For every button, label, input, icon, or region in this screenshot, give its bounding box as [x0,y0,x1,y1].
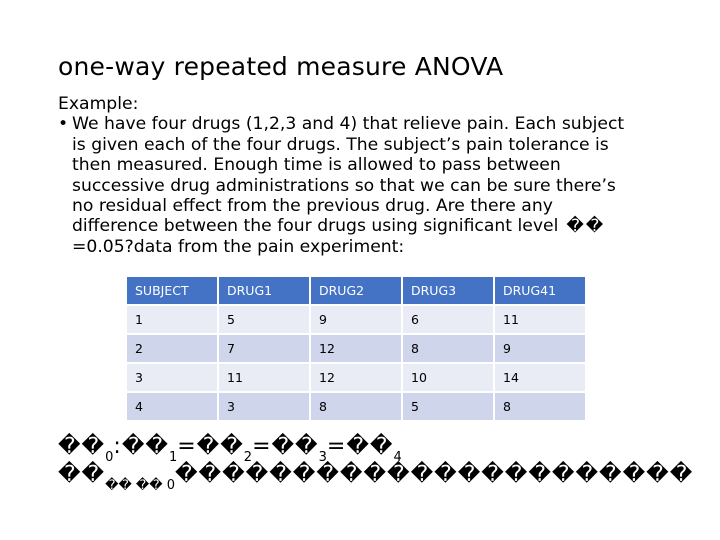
math-glyph: ���������������������� [174,462,694,487]
table-cell: 12 [311,364,403,393]
subscript: 2 [243,450,253,465]
table-cell: 7 [219,335,311,364]
subscript: 3 [318,450,327,465]
table-cell: 10 [403,364,495,393]
table-cell: 2 [127,335,219,364]
alternative-hypothesis [58,462,694,493]
table-cell: 3 [127,364,219,393]
slide-title: one-way repeated measure ANOVA [58,52,504,81]
bullet-text [72,114,624,257]
subscript: 4 [393,450,402,465]
bullet-line: We have four drugs (1,2,3 and 4) that relieve pain. Each subject [72,114,625,135]
table-cell: 14 [495,364,587,393]
table-cell: 3 [219,393,311,422]
table-cell: 11 [219,364,311,393]
table-row [127,364,587,393]
table-cell: 12 [311,335,403,364]
table-header-cell: SUBJECT [127,277,219,306]
example-label: Example: [58,94,139,114]
math-glyph: =�� [326,434,394,459]
table-cell: 1 [127,306,219,335]
slide-body [58,94,698,257]
math-glyph: �� [58,434,106,459]
table-header-cell: DRUG41 [495,277,587,306]
subscript: 0 [105,450,114,465]
bullet-line: successive drug administrations so that we can be sure there’s [72,175,616,196]
bullet-line: difference between the four drugs using significant level [72,216,559,237]
subscript: 1 [168,450,178,465]
table-header-row [127,277,587,306]
bullet-line: no residual effect from the previous drug. Are there any [72,196,553,217]
table-cell: 8 [495,393,587,422]
null-hypothesis [58,434,402,465]
table-header-cell: DRUG3 [403,277,495,306]
table-cell: 9 [311,306,403,335]
math-glyph: =�� [252,434,319,459]
table-cell: 4 [127,393,219,422]
bullet-line: =0.05?data from the pain experiment: [72,236,405,257]
table-cell: 5 [403,393,495,422]
math-glyph: =�� [177,434,244,459]
bullet-line: then measured. Enough time is allowed to pass between [72,155,561,176]
significance-line [72,216,624,236]
table-row [127,306,587,335]
bullet-line: is given each of the four drugs. The subject’s pain tolerance is [72,134,609,155]
table-header-cell: DRUG2 [311,277,403,306]
table-cell: 11 [495,306,587,335]
table-cell: 8 [311,393,403,422]
table-row [127,335,587,364]
table-row [127,393,587,422]
math-glyph: :�� [113,434,169,459]
table-cell: 8 [403,335,495,364]
bullet-marker: • [58,114,69,135]
alpha-symbol: �� [566,216,606,237]
table-header-cell: DRUG1 [219,277,311,306]
subscript: �� �� 0 [105,478,175,493]
table-cell: 5 [219,306,311,335]
bullet-item [58,114,698,257]
pain-data-table [127,277,587,422]
table-cell: 9 [495,335,587,364]
math-glyph: �� [58,462,106,487]
table-cell: 6 [403,306,495,335]
